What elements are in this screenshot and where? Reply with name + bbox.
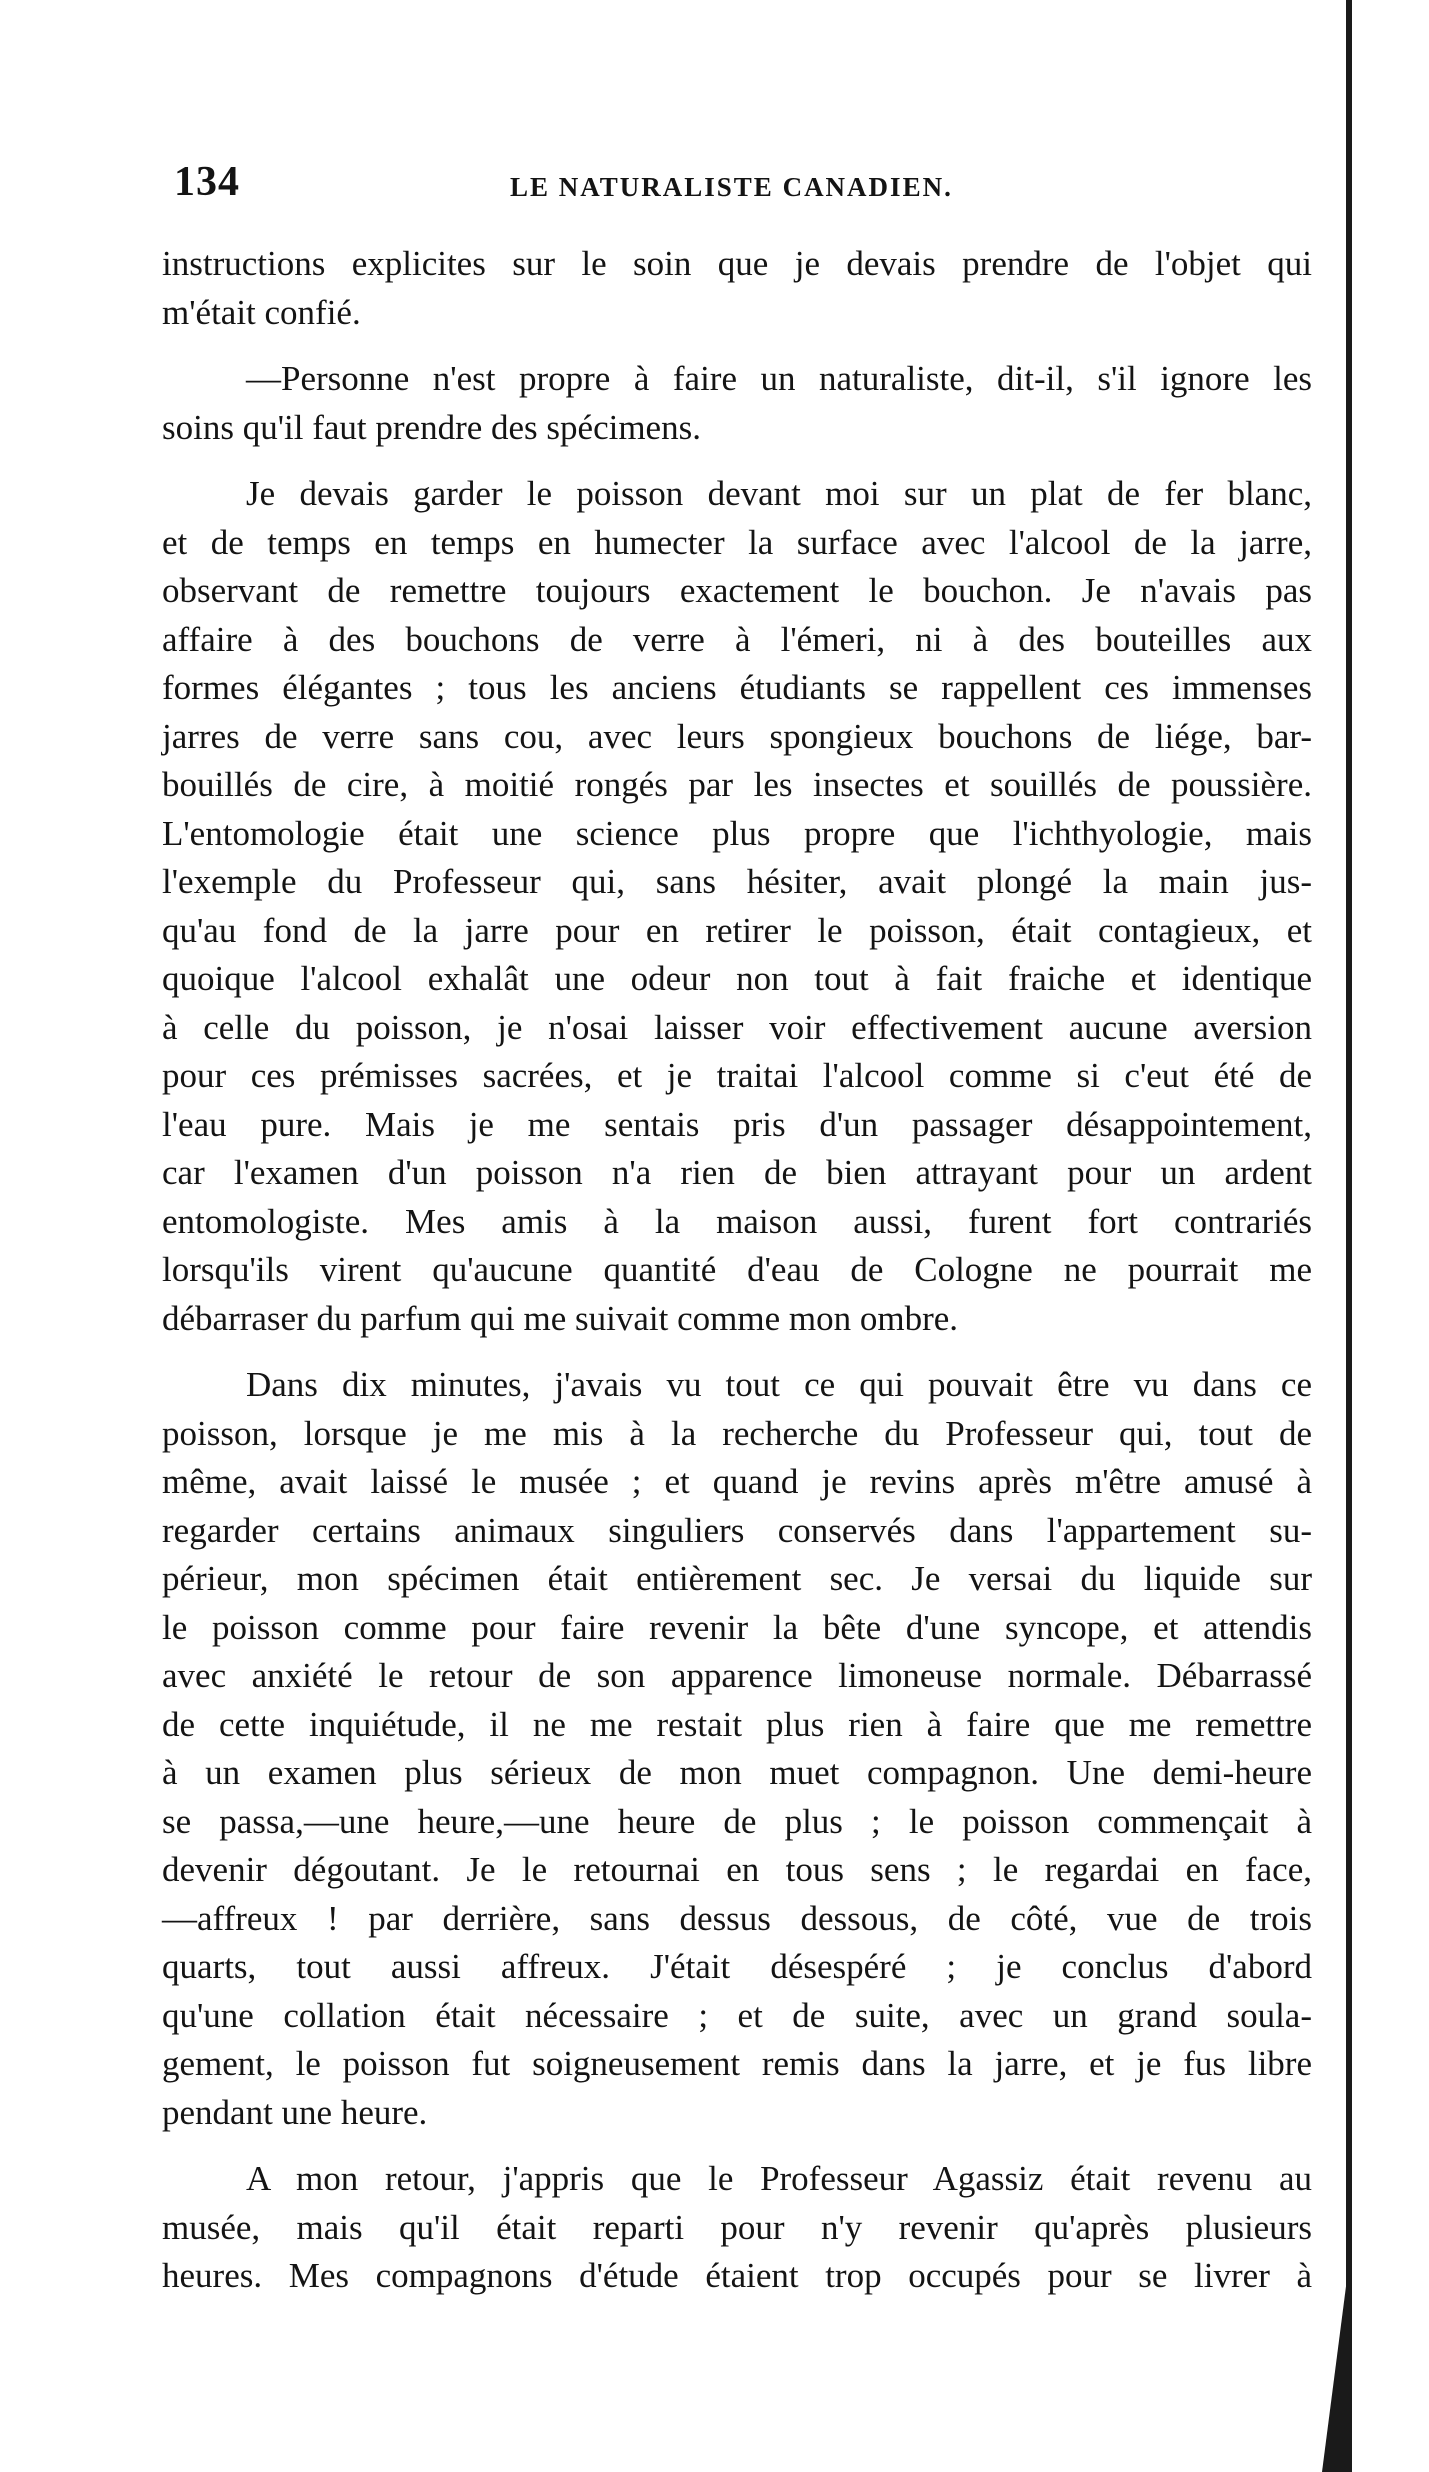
text-line: —Personne n'est propre à faire un naturaliste, dit-il, s'il ignore les: [246, 359, 1312, 398]
text-line: Je devais garder le poisson devant moi sur un plat de fer blanc,: [246, 474, 1312, 513]
paragraph: [162, 470, 1312, 1343]
text-line: A mon retour, j'appris que le Professeur Agassiz était revenu au: [246, 2159, 1312, 2198]
text-line: le poisson comme pour faire revenir la bête d'une syncope, et attendis: [162, 1607, 1312, 1647]
text-line: entomologiste. Mes amis à la maison aussi, furent fort contrariés: [162, 1201, 1312, 1241]
body-text: [162, 240, 1312, 2301]
text-line: gement, le poisson fut soigneusement remis dans la jarre, et je fus libre: [162, 2044, 1312, 2083]
page-number: 134: [174, 159, 240, 205]
paragraph: [162, 1361, 1312, 2137]
text-line: lorsqu'ils virent qu'aucune quantité d'eau de Cologne ne pourrait me: [162, 1250, 1312, 1289]
text-line: même, avait laissé le musée ; et quand je revins après m'être amusé à: [162, 1462, 1312, 1501]
text-line: débarraser du parfum qui me suivait comme mon ombre.: [162, 1298, 959, 1338]
text-line: de cette inquiétude, il ne me restait plus rien à faire que me remettre: [162, 1704, 1312, 1744]
text-line: soins qu'il faut prendre des spécimens.: [162, 407, 701, 447]
text-line: L'entomologie était une science plus propre que l'ichthyologie, mais: [162, 813, 1312, 853]
text-line: à un examen plus sérieux de mon muet compagnon. Une demi-heure: [162, 1753, 1312, 1792]
text-line: devenir dégoutant. Je le retournai en tous sens ; le regardai en face,: [162, 1850, 1312, 1889]
paragraph: [162, 2155, 1312, 2301]
text-line: et de temps en temps en humecter la surface avec l'alcool de la jarre,: [162, 522, 1312, 562]
running-head: [174, 158, 1274, 218]
text-line: affaire à des bouchons de verre à l'émeri, ni à des bouteilles aux: [162, 619, 1312, 659]
paragraph: [162, 240, 1312, 337]
text-line: quarts, tout aussi affreux. J'était désespéré ; je conclus d'abord: [162, 1947, 1312, 1986]
text-line: instructions explicites sur le soin que je devais prendre de l'objet qui: [162, 244, 1312, 283]
text-line: qu'une collation était nécessaire ; et de suite, avec un grand soula-: [162, 1995, 1312, 2035]
text-line: quoique l'alcool exhalât une odeur non tout à fait fraiche et identique: [162, 959, 1312, 998]
text-line: Dans dix minutes, j'avais vu tout ce qui pouvait être vu dans ce: [246, 1365, 1312, 1404]
text-line: poisson, lorsque je me mis à la recherche du Professeur qui, tout de: [162, 1413, 1312, 1453]
text-line: l'eau pure. Mais je me sentais pris d'un passager désappointement,: [162, 1104, 1312, 1144]
text-line: pour ces prémisses sacrées, et je traitai l'alcool comme si c'eut été de: [162, 1056, 1312, 1095]
text-line: qu'au fond de la jarre pour en retirer le poisson, était contagieux, et: [162, 910, 1312, 950]
text-line: jarres de verre sans cou, avec leurs spongieux bouchons de liége, bar-: [162, 716, 1312, 756]
text-line: à celle du poisson, je n'osai laisser voir effectivement aucune aversion: [162, 1007, 1312, 1047]
text-line: avec anxiété le retour de son apparence limoneuse normale. Débarrassé: [162, 1656, 1312, 1695]
text-line: m'était confié.: [162, 292, 361, 332]
text-line: périeur, mon spécimen était entièrement sec. Je versai du liquide sur: [162, 1559, 1312, 1598]
text-line: musée, mais qu'il était reparti pour n'y revenir qu'après plusieurs: [162, 2207, 1312, 2247]
text-line: —affreux ! par derrière, sans dessus dessous, de côté, vue de trois: [162, 1898, 1312, 1938]
page-edge-foot-shadow: [1322, 2240, 1352, 2472]
paragraph: [162, 355, 1312, 452]
text-line: formes élégantes ; tous les anciens étudiants se rappellent ces immenses: [162, 668, 1312, 707]
text-line: se passa,—une heure,—une heure de plus ; le poisson commençait à: [162, 1801, 1312, 1841]
journal-title: LE NATURALISTE CANADIEN.: [510, 172, 953, 202]
text-line: car l'examen d'un poisson n'a rien de bien attrayant pour un ardent: [162, 1153, 1312, 1192]
page-edge-shadow: [1346, 0, 1352, 2472]
text-line: heures. Mes compagnons d'étude étaient trop occupés pour se livrer à: [162, 2256, 1312, 2295]
text-line: l'exemple du Professeur qui, sans hésiter, avait plongé la main jus-: [162, 862, 1312, 901]
text-line: observant de remettre toujours exactement le bouchon. Je n'avais pas: [162, 571, 1312, 610]
text-line: pendant une heure.: [162, 2092, 428, 2132]
text-line: bouillés de cire, à moitié rongés par les insectes et souillés de poussière.: [162, 765, 1312, 804]
text-line: regarder certains animaux singuliers conservés dans l'appartement su-: [162, 1510, 1312, 1550]
